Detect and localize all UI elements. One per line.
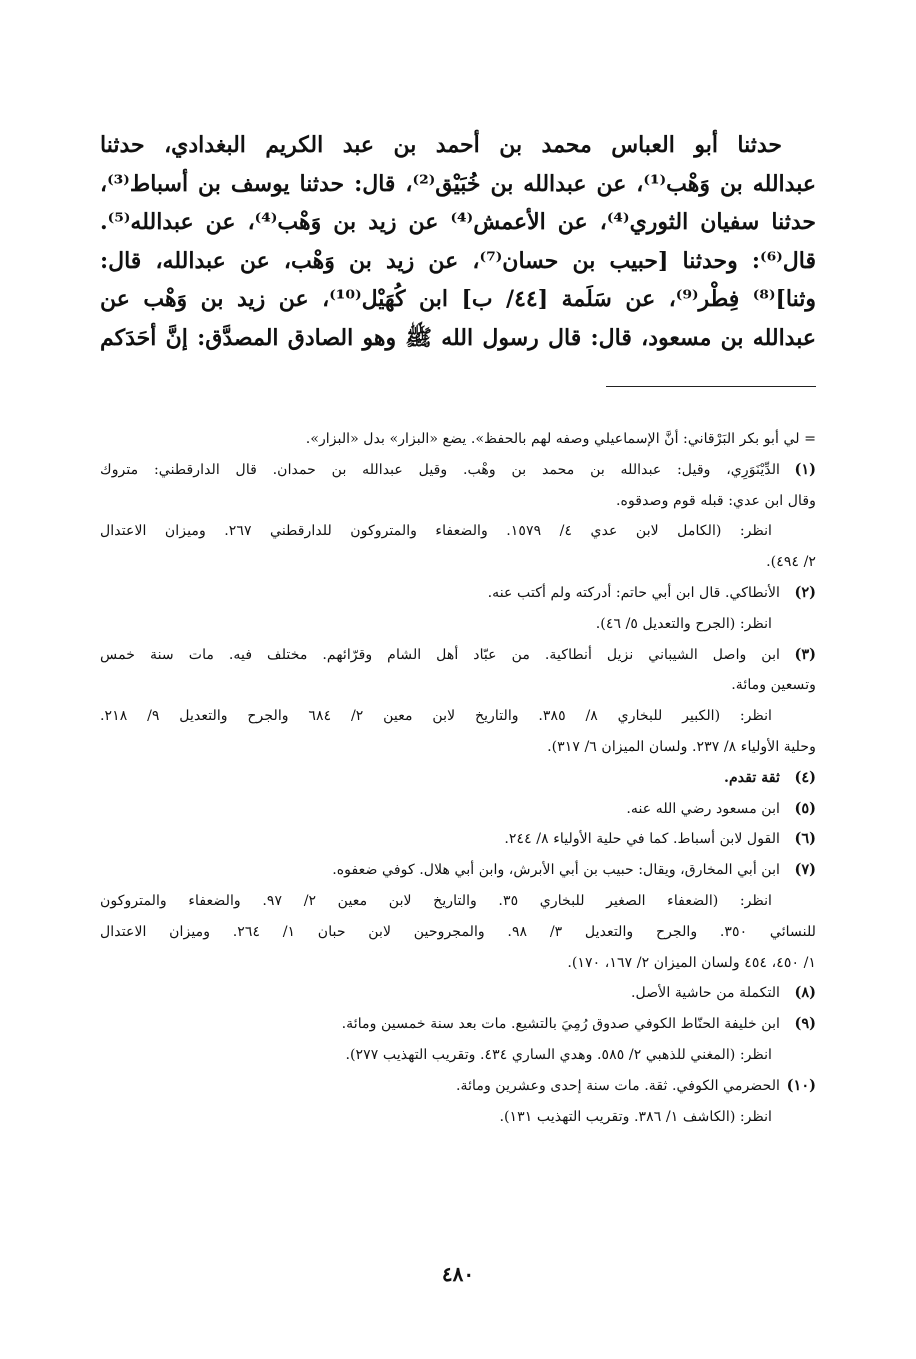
footnote-line: للنسائي ٣٥٠. والجرح والتعديل ٣/ ٩٨. والمجروحين لابن حبان ١/ ٢٦٤. وميزان الاعتدال: [100, 923, 816, 940]
footnote-line: [100, 978, 816, 1009]
footnote-line: [100, 578, 816, 609]
footnote-line: انظر: (الكامل لابن عدي ٤/ ١٥٧٩. والضعفاء والمتروكون للدارقطني ٢٦٧. وميزان الاعتدال: [100, 523, 772, 540]
footnote-8: [100, 978, 816, 1009]
footnote-9: [100, 1009, 816, 1071]
footnote-number: (٥): [794, 799, 816, 817]
main-text-block: [100, 126, 816, 358]
footnote-text: الحضرمي الكوفي. ثقة. مات سنة إحدى وعشرين ومائة.: [455, 1077, 780, 1094]
footnote-3: [100, 640, 816, 763]
footnote-line: انظر: (المغني للذهبي ٢/ ٥٨٥. وهدي الساري ٤٣٤. وتقريب التهذيب ٢٧٧).: [345, 1046, 772, 1063]
footnote-text: القول لابن أسباط. كما في حلية الأولياء ٨/ ٢٤٤.: [504, 831, 780, 848]
footnote-line: انظر: (الكاشف ١/ ٣٨٦. وتقريب التهذيب ١٣١).: [499, 1108, 772, 1125]
footnote-line: انظر: (الكبير للبخاري ٨/ ٣٨٥. والتاريخ لابن معين ٢/ ٦٨٤ والجرح والتعديل ٩/ ٢١٨.: [100, 708, 772, 725]
footnote-number: (٦): [794, 830, 816, 848]
footnote-7: [100, 855, 816, 978]
footnote-line: [100, 763, 816, 794]
footnote-text: الأنطاكي. قال ابن أبي حاتم: أدركته ولم أكتب عنه.: [487, 584, 780, 601]
footnote-text: ابن واصل الشيباني نزيل أنطاكية. من عبّاد أهل الشام وقرّائهم. مختلف فيه. مات سنة خمس: [100, 646, 780, 663]
footnote-4: [100, 763, 816, 794]
footnote-10: [100, 1071, 816, 1133]
footnote-number: (٢): [794, 583, 816, 601]
footnote-2: [100, 578, 816, 640]
footnote-carry-over: = لي أبو بكر البَرْقاني: أنَّ الإسماعيلي وصفه لهم بالحفظ». يضع «البزار» بدل «البزار».: [305, 431, 816, 447]
footnote-line: وقال ابن عدي: قبله قوم وصدقوه.: [616, 492, 816, 509]
footnote-line: [100, 1071, 816, 1102]
footnote-line: وتسعين ومائة.: [731, 677, 816, 694]
footnote-number: (٩): [794, 1015, 816, 1033]
book-page: [100, 0, 816, 1359]
footnote-text: ابن أبي المخارق، ويقال: حبيب بن أبي الأبرش، وابن أبي هلال. كوفي ضعفوه.: [332, 862, 780, 879]
footnote-line: [100, 794, 816, 825]
footnote-line: ٢/ ٤٩٤).: [766, 554, 816, 571]
footnote-line: [100, 455, 816, 486]
main-text-line: عبدالله بن وَهْب⁽¹⁾، عن عبدالله بن خُبَيْق⁽²⁾، قال: حدثنا يوسف بن أسباط⁽³⁾،: [100, 170, 816, 197]
main-text-line: حدثنا سفيان الثوري⁽⁴⁾، عن الأعمش⁽⁴⁾ عن زيد بن وَهْب⁽⁴⁾، عن عبدالله⁽⁵⁾.: [100, 209, 816, 236]
main-text-line: وثنا]⁽⁸⁾ فِطْر⁽⁹⁾، عن سَلَمة [٤٤/ ب] ابن كُهَيْل⁽¹⁰⁾، عن زيد بن وَهْب عن: [100, 286, 816, 313]
footnote-text: الدِّيْنَوَرِي، وقيل: عبدالله بن محمد بن وهْب. وقيل عبدالله بن حمدان. قال الدارقطني: متروك: [100, 461, 780, 478]
footnote-line: انظر: (الجرح والتعديل ٥/ ٤٦).: [595, 615, 772, 632]
footnotes-block: [100, 424, 816, 1132]
main-text-line: قال⁽⁶⁾: وحدثنا [حبيب بن حسان⁽⁷⁾، عن زيد بن وَهْب، عن عبدالله، قال:: [100, 247, 816, 274]
footnote-line: [100, 824, 816, 855]
footnote-1: [100, 455, 816, 578]
footnote-number: (١): [794, 460, 816, 478]
footnote-text: التكملة من حاشية الأصل.: [630, 985, 780, 1002]
footnote-5: [100, 794, 816, 825]
footnote-number: (٣): [794, 645, 816, 663]
main-text-line: حدثنا أبو العباس محمد بن أحمد بن عبد الكريم البغدادي، حدثنا: [100, 132, 782, 158]
main-text-line: عبدالله بن مسعود، قال: قال رسول الله ﷺ وهو الصادق المصدَّق: إنَّ أحَدَكم: [100, 324, 816, 351]
footnote-number: (٨): [794, 984, 816, 1002]
footnote-line: [100, 855, 816, 886]
footnote-line: [100, 1009, 816, 1040]
footnote-line: ١/ ٤٥٠، ٤٥٤ ولسان الميزان ٢/ ١٦٧، ١٧٠).: [567, 954, 816, 971]
footnote-number: (٤): [794, 768, 816, 786]
footnote-number: (٧): [794, 861, 816, 879]
footnote-line: وحلية الأولياء ٨/ ٢٣٧. ولسان الميزان ٦/ ٣١٧).: [547, 738, 816, 755]
footnote-line: [100, 640, 816, 671]
footnote-6: [100, 824, 816, 855]
footnote-text: ثقة تقدم.: [724, 769, 780, 786]
footnote-separator: [606, 386, 816, 387]
footnote-text: ابن مسعود رضي الله عنه.: [626, 800, 780, 817]
footnote-text: ابن خليفة الحنّاط الكوفي صدوق رُمِيَ بالتشيع. مات بعد سنة خمسين ومائة.: [341, 1016, 780, 1033]
footnote-number: (١٠): [786, 1076, 816, 1094]
page-number: ٤٨٠: [441, 1262, 475, 1286]
footnote-line: انظر: (الضعفاء الصغير للبخاري ٣٥. والتاريخ لابن معين ٢/ ٩٧. والضعفاء والمتروكون: [100, 892, 773, 909]
